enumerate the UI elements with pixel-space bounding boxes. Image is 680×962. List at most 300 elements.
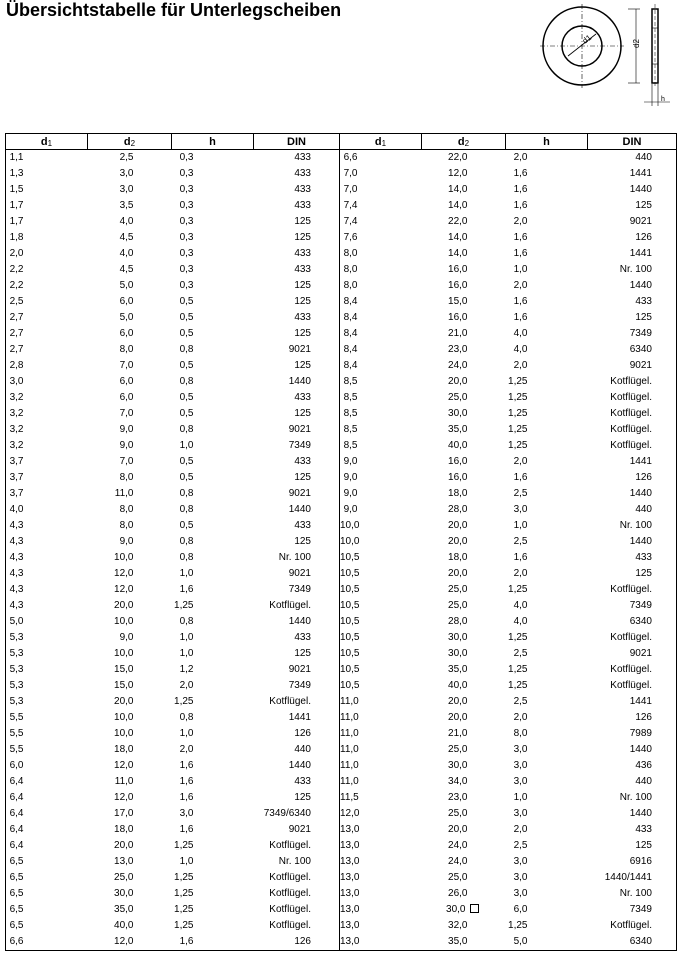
table-cell-value: 1,3 [9,168,24,179]
table-cell-value: 22,0 [448,152,468,163]
table-cell-value: 125 [294,648,311,659]
table-cell-value: 2,0 [513,568,528,579]
table-cell [254,198,340,214]
table-cell [172,230,254,246]
table-cell [588,246,677,262]
table-cell [88,534,172,550]
table-cell-value: 1441 [629,696,652,707]
table-cell-value: 10,0 [340,536,360,547]
table-cell-value: 1,25 [174,920,194,931]
table-cell [422,838,506,854]
table-cell-value: 20,0 [448,824,468,835]
table-cell [254,870,340,886]
table-cell [422,438,506,454]
table-cell [588,822,677,838]
table-cell [254,262,340,278]
table-cell [6,678,88,694]
table-cell-value: 14,0 [448,248,468,259]
table-cell [422,390,506,406]
table-cell [172,886,254,902]
table-cell-value: 7,0 [343,184,358,195]
table-cell-value: 2,0 [513,216,528,227]
table-cell [506,550,588,566]
table-cell [172,758,254,774]
table-cell-value: 1441 [629,248,652,259]
table-row [6,470,677,486]
table-cell [340,550,422,566]
table-cell-value: Kotflügel. [269,904,311,915]
table-cell-value: 13,0 [340,856,360,867]
table-cell-value: 1440 [629,536,652,547]
table-cell [172,710,254,726]
table-cell [88,310,172,326]
table-cell [172,646,254,662]
table-row [6,390,677,406]
table-cell-value: Kotflügel. [610,376,652,387]
table-cell-value: 1,1 [9,152,24,163]
table-cell-value: 3,0 [513,760,528,771]
table-cell [88,886,172,902]
table-cell-value: 11,0 [114,488,134,499]
table-cell [6,230,88,246]
table-cell [88,358,172,374]
table-cell [172,486,254,502]
table-cell [340,582,422,598]
table-cell-value: 5,0 [9,616,24,627]
table-cell [506,678,588,694]
table-cell [172,310,254,326]
table-cell-value: 1440 [629,808,652,819]
table-cell [422,198,506,214]
table-cell-value: 2,0 [513,360,528,371]
table-cell-value: 1,6 [179,776,194,787]
table-cell-value: 11,0 [340,712,359,723]
table-cell-value: 6,6 [343,152,358,163]
table-cell-value: 0,3 [179,248,194,259]
table-cell [172,326,254,342]
table-cell-value: 7349 [288,584,311,595]
column-header [254,134,340,150]
table-cell [588,630,677,646]
table-cell [588,934,677,951]
table-row [6,230,677,246]
table-cell [340,854,422,870]
table-cell [340,342,422,358]
table-cell [422,230,506,246]
table-cell-value: 20,0 [448,536,468,547]
table-cell [172,262,254,278]
table-cell-value: 3,0 [513,888,528,899]
table-row [6,278,677,294]
table-cell-value: Kotflügel. [610,392,652,403]
table-cell-value: 1440 [629,280,652,291]
table-cell [340,566,422,582]
table-cell [422,470,506,486]
table-cell-value: 433 [294,168,311,179]
table-cell-value: 16,0 [448,312,468,323]
table-cell [506,262,588,278]
column-header-label: d [123,135,131,148]
table-cell-value: 30,0 [448,408,468,419]
table-cell-value: 9021 [288,664,311,675]
table-cell [6,598,88,614]
table-row [6,246,677,262]
table-cell-value: 125 [294,792,311,803]
table-cell [254,694,340,710]
table-cell [588,182,677,198]
table-cell-value: 12,0 [340,808,360,819]
table-cell [588,566,677,582]
table-cell [588,294,677,310]
diagram-label-d2: d2 [632,39,641,48]
table-cell-value: 0,5 [179,472,194,483]
table-cell [422,886,506,902]
table-cell [340,230,422,246]
table-cell [506,358,588,374]
table-cell-value: 1,25 [174,888,194,899]
table-cell [506,582,588,598]
table-cell [588,534,677,550]
table-cell [172,246,254,262]
table-cell [254,534,340,550]
table-cell [340,374,422,390]
table-cell-value: 25,0 [448,392,468,403]
table-cell [172,806,254,822]
table-cell-value: 1,25 [508,392,528,403]
table-cell-value: Kotflügel. [610,440,652,451]
table-cell [340,838,422,854]
table-cell [340,614,422,630]
table-cell [172,214,254,230]
table-cell-value: 10,5 [340,616,360,627]
table-cell [172,582,254,598]
table-cell [6,710,88,726]
table-cell-value: 5,5 [9,744,24,755]
table-row [6,294,677,310]
table-cell-value: 0,8 [179,552,194,563]
table-cell-value: 7,0 [119,408,134,419]
table-cell [340,214,422,230]
table-cell [254,470,340,486]
washer-table [5,133,677,951]
table-cell-value: 8,0 [343,248,358,259]
table-cell-value: 3,0 [513,872,528,883]
table-cell [6,854,88,870]
table-cell-value: 433 [294,184,311,195]
table-cell [254,150,340,167]
table-cell [254,422,340,438]
table-cell [172,694,254,710]
table-cell [6,726,88,742]
table-cell [254,294,340,310]
table-cell [88,774,172,790]
table-cell-value: 6,5 [9,856,24,867]
table-cell [506,710,588,726]
table-cell-value: 30,0 [448,760,468,771]
table-cell-value: Kotflügel. [269,888,311,899]
table-row [6,870,677,886]
table-cell-value: 7349 [629,904,652,915]
table-cell-value: 10,5 [340,664,360,675]
table-row [6,822,677,838]
table-cell [88,198,172,214]
table-cell [340,694,422,710]
table-cell-value: 433 [294,248,311,259]
table-cell [254,454,340,470]
table-cell [422,710,506,726]
column-header [340,134,422,150]
table-cell-value: 4,0 [119,248,134,259]
table-cell-value: 433 [294,312,311,323]
table-header-row [6,134,677,150]
table-cell-value: 0,5 [179,408,194,419]
table-cell [172,550,254,566]
table-cell-value: 9021 [629,216,652,227]
table-cell-value: 11,0 [340,696,359,707]
table-cell-value: 8,5 [343,408,358,419]
table-cell-value: 40,0 [114,920,134,931]
table-cell-value: 8,0 [343,280,358,291]
table-cell-value: 24,0 [448,856,468,867]
table-cell [588,838,677,854]
table-cell-value: 13,0 [340,872,360,883]
table-cell-value: 20,0 [448,376,468,387]
table-cell-value: 4,3 [9,520,24,531]
table-cell [254,518,340,534]
table-cell-value: 2,5 [513,840,528,851]
table-cell-value: 0,5 [179,392,194,403]
table-cell [506,886,588,902]
table-cell-value: 5,0 [119,280,134,291]
table-cell [172,358,254,374]
table-cell [172,566,254,582]
table-cell [6,614,88,630]
table-cell [588,342,677,358]
table-cell [506,230,588,246]
table-cell [422,550,506,566]
table-cell-value: 15,0 [114,664,134,675]
table-cell [254,230,340,246]
table-cell [588,710,677,726]
table-cell-value: 20,0 [448,712,468,723]
table-cell-value: 18,0 [114,744,134,755]
table-cell-value: 2,5 [119,152,134,163]
table-cell [254,406,340,422]
table-cell-value: 9021 [288,824,311,835]
table-cell [588,326,677,342]
table-cell [422,566,506,582]
table-cell [6,390,88,406]
table-cell-value: 8,4 [343,312,358,323]
table-cell-value: 8,0 [119,504,134,515]
table-row [6,758,677,774]
table-cell [422,630,506,646]
table-cell [6,310,88,326]
table-cell-value: 25,0 [448,600,468,611]
table-cell-value: 23,0 [448,344,468,355]
table-row [6,310,677,326]
table-cell-value: 2,7 [9,328,24,339]
table-cell [340,182,422,198]
table-cell [254,166,340,182]
table-cell-value: 2,0 [179,680,194,691]
table-cell [588,166,677,182]
table-cell-value: 13,0 [340,936,360,947]
table-cell-value: 5,3 [9,664,24,675]
table-cell-value: 0,5 [179,296,194,307]
table-cell [172,598,254,614]
table-cell-value: 16,0 [448,280,468,291]
column-header-label: DIN [287,135,306,148]
table-cell [88,694,172,710]
table-cell [88,518,172,534]
table-cell [422,854,506,870]
table-cell-value: 22,0 [448,216,468,227]
table-cell-value: 7,0 [119,360,134,371]
table-cell-value: 6,0 [119,328,134,339]
table-cell [506,918,588,934]
table-cell [172,470,254,486]
column-header-label: h [543,135,550,148]
table-row [6,694,677,710]
table-cell-value: 8,0 [343,264,358,275]
table-cell [506,406,588,422]
table-cell [172,278,254,294]
table-cell-value: 1,25 [174,872,194,883]
table-cell-value: 2,0 [513,456,528,467]
table-row [6,358,677,374]
table-row [6,566,677,582]
table-cell [88,454,172,470]
table-cell [6,518,88,534]
table-cell-value: 1,0 [179,632,194,643]
table-cell-value: Nr. 100 [619,792,652,803]
table-cell [588,518,677,534]
table-cell [88,566,172,582]
table-cell-value: 7349/6340 [263,808,311,819]
table-cell-value: 1,25 [508,584,528,595]
table-cell [172,614,254,630]
table-cell-value: 8,4 [343,328,358,339]
table-cell-value: 0,8 [179,376,194,387]
table-cell-value: 4,3 [9,536,24,547]
table-cell-value: 125 [294,216,311,227]
table-cell [340,758,422,774]
table-cell-value: 1,6 [513,184,528,195]
column-header [588,134,677,150]
table-cell [588,694,677,710]
table-cell-value: 1,0 [513,792,528,803]
table-cell [88,438,172,454]
table-cell [506,278,588,294]
table-cell [422,278,506,294]
table-cell-value: 0,5 [179,520,194,531]
table-cell [172,726,254,742]
table-cell-value: 9021 [629,648,652,659]
table-cell-value: 7349 [629,600,652,611]
table-cell-value: 9,0 [343,488,358,499]
table-row [6,342,677,358]
table-cell-value: 7,0 [119,456,134,467]
table-cell-value: 1,6 [513,552,528,563]
table-cell [254,438,340,454]
table-cell-value: 1,6 [179,936,194,947]
table-cell [172,438,254,454]
table-cell-value: 12,0 [114,936,134,947]
table-cell [588,262,677,278]
page-title: Übersichtstabelle für Unterlegscheiben [6,0,342,20]
table-cell-value: 35,0 [114,904,134,915]
table-cell-value: 1440 [288,376,311,387]
table-cell-value: 1,25 [174,840,194,851]
table-cell-value: 14,0 [448,200,468,211]
table-cell [88,470,172,486]
table-cell-value: 1441 [629,456,652,467]
table-cell-value: 6916 [629,856,652,867]
table-cell-value: 125 [294,360,311,371]
table-cell [254,726,340,742]
table-cell [172,774,254,790]
table-row [6,630,677,646]
column-header [88,134,172,150]
table-cell-value: 6,6 [9,936,24,947]
table-cell [172,182,254,198]
table-cell [340,454,422,470]
table-cell [506,374,588,390]
table-row [6,918,677,934]
table-cell [588,614,677,630]
table-cell-value: 9,0 [119,632,134,643]
table-cell [588,278,677,294]
table-cell [506,614,588,630]
table-cell-value: 126 [635,232,652,243]
table-cell [88,278,172,294]
table-cell-value: 125 [635,840,652,851]
table-cell-value: 8,5 [343,376,358,387]
table-cell-value: 11,0 [340,728,359,739]
table-cell [88,422,172,438]
table-cell-value: 12,0 [114,568,134,579]
table-cell-value: 1440 [629,744,652,755]
table-cell-value: 1,0 [513,520,528,531]
table-cell-value: 4,3 [9,568,24,579]
table-cell-value: Nr. 100 [619,264,652,275]
table-cell-value: 9,0 [343,472,358,483]
table-cell [6,646,88,662]
table-cell [506,150,588,167]
table-cell [172,870,254,886]
table-cell-value: 1,25 [508,424,528,435]
table-cell [340,294,422,310]
table-cell [254,182,340,198]
table-cell [340,822,422,838]
table-cell-value: 12,0 [114,584,134,595]
table-cell-value: 7989 [629,728,652,739]
table-cell [506,806,588,822]
table-cell-value: 5,5 [9,712,24,723]
table-cell [88,166,172,182]
table-cell-value: 436 [635,760,652,771]
table-cell-value: 13,0 [340,840,360,851]
table-row [6,678,677,694]
table-cell-value: 433 [294,152,311,163]
table-cell-value: 1441 [629,168,652,179]
table-cell-value: Kotflügel. [610,680,652,691]
table-cell [422,150,506,167]
table-cell-value: 10,5 [340,600,360,611]
table-cell-value: 2,0 [9,248,24,259]
table-cell [422,758,506,774]
